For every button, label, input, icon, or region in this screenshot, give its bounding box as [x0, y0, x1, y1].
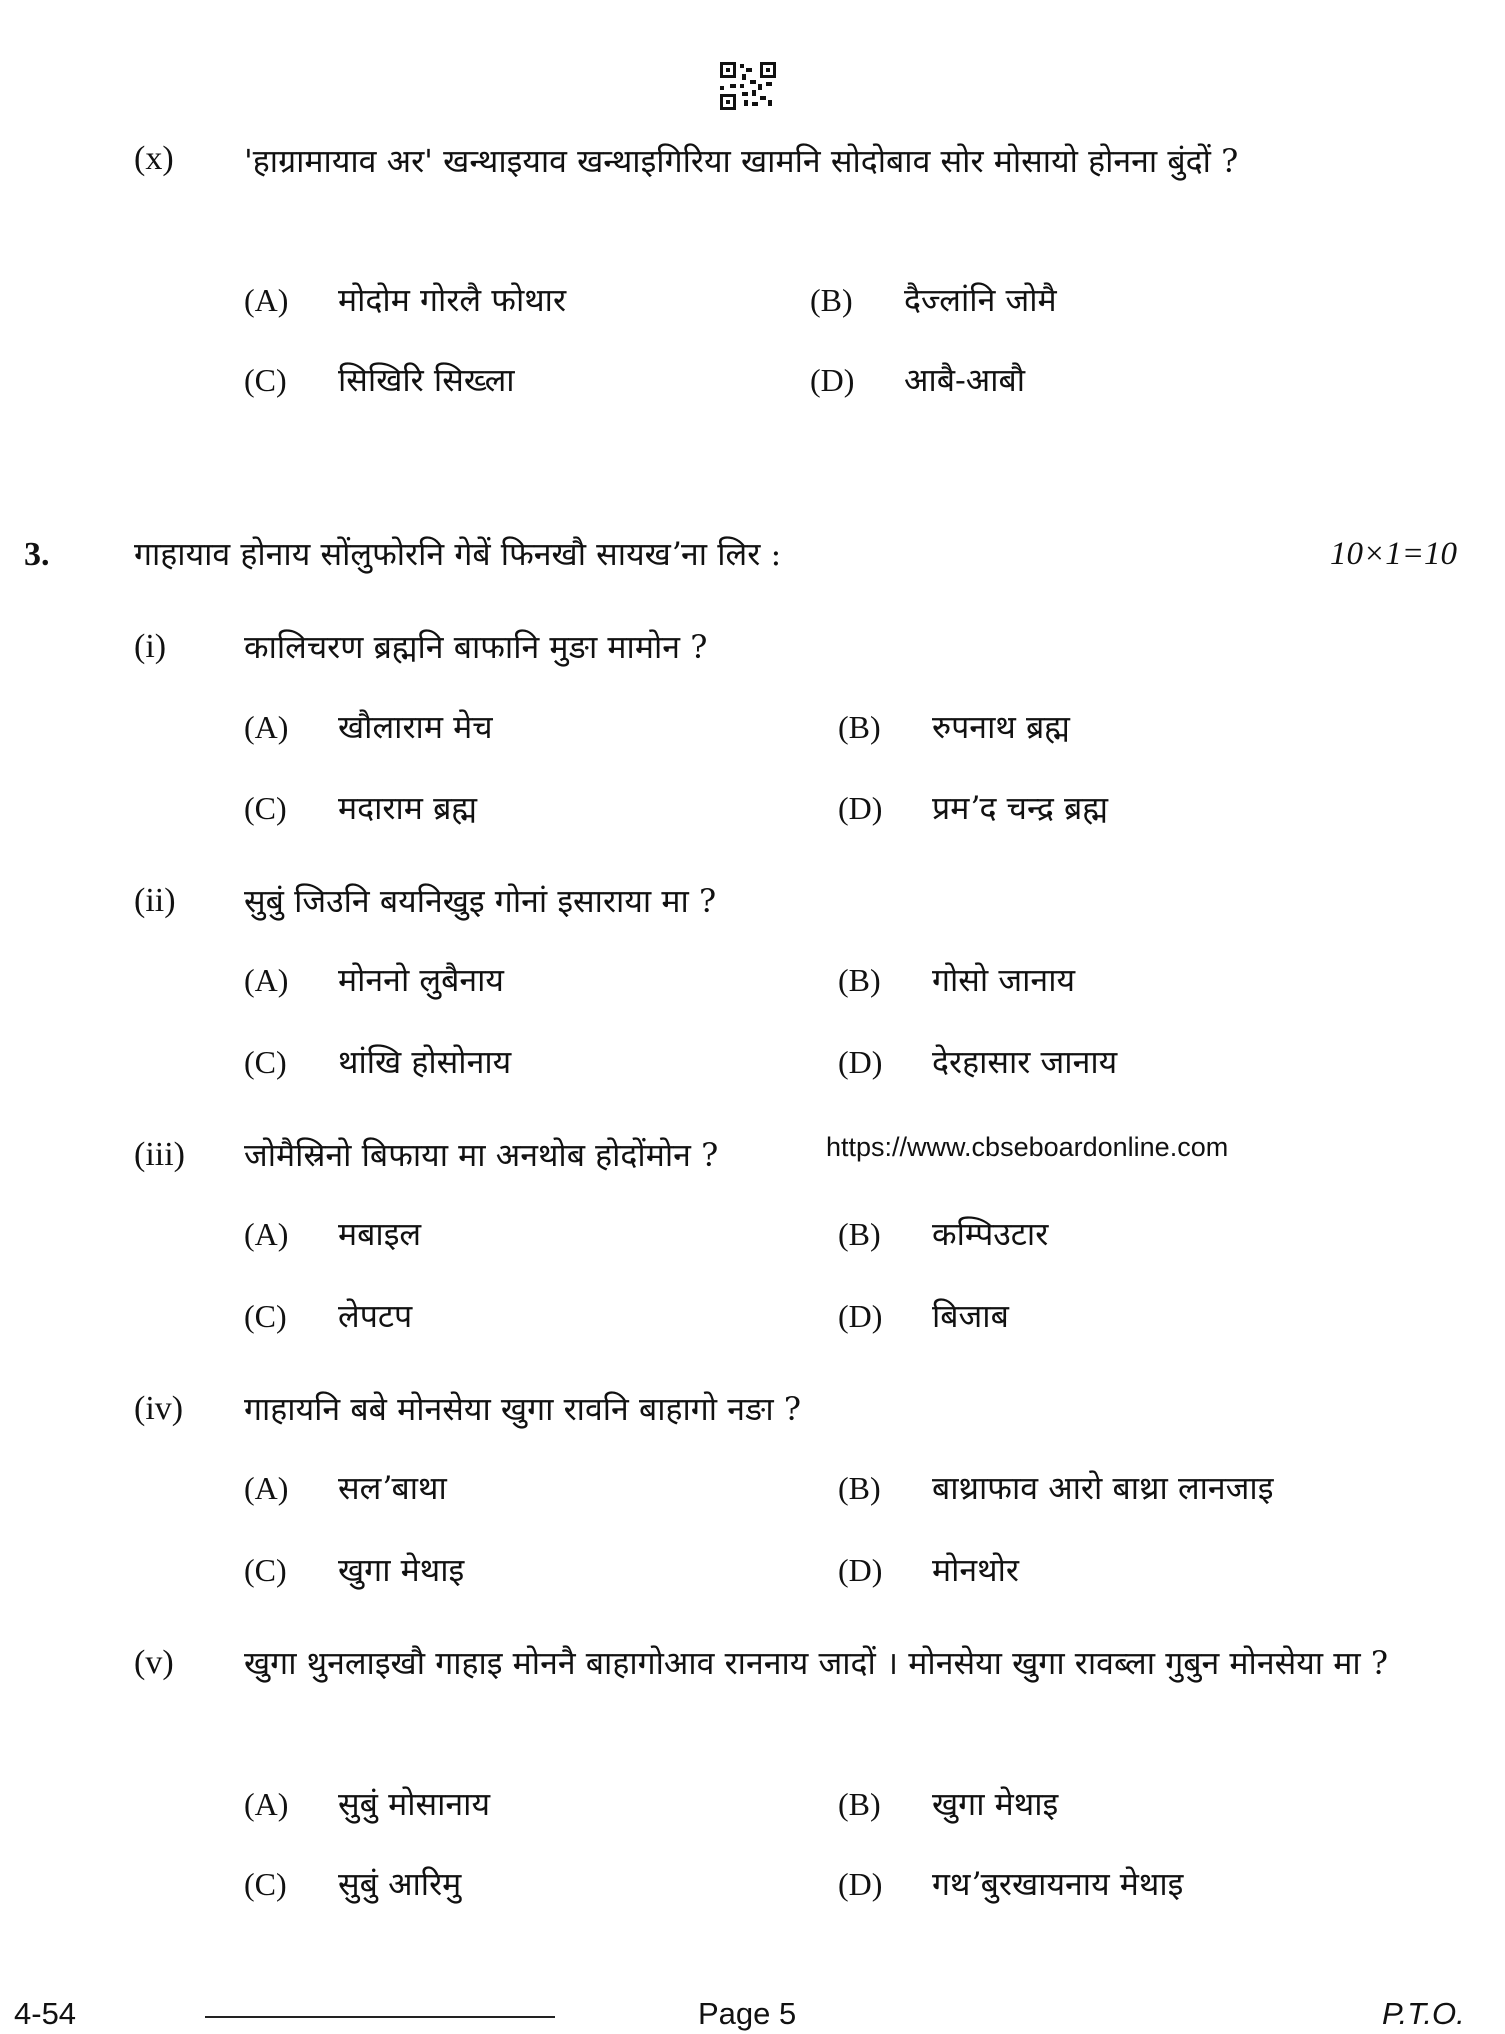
option-label: (B)	[838, 962, 881, 998]
option-text: प्रमʼद चन्द्र ब्रह्म	[932, 789, 1108, 827]
option-text: खुगा मेथाइ	[338, 1551, 465, 1589]
question-number: (x)	[134, 140, 174, 177]
question-text: 'हाग्रामायाव अर' खन्थाइयाव खन्थाइगिरिया खामनि सोदोबाव सोर मोसायो होनना बुंदों ?	[244, 142, 1239, 180]
option-text: मोननो लुबैनाय	[338, 961, 504, 999]
option-label: (D)	[838, 1044, 883, 1080]
page-number: Page 5	[698, 1996, 797, 2031]
option-label: (C)	[244, 1044, 287, 1080]
watermark-url: https://www.cbseboardonline.com	[826, 1132, 1229, 1162]
option-a	[244, 1782, 490, 1825]
pto-label: P.T.O.	[1382, 1996, 1465, 2031]
question-text: सुबुं जिउनि बयनिखुइ गोनां इसाराया मा ?	[244, 882, 717, 920]
option-label: (C)	[244, 1298, 287, 1334]
option-text: मोदोम गोरलै फोथार	[338, 281, 567, 319]
question-text: जोमैस्रिनो बिफाया मा अनथोब होदोंमोन ?	[244, 1136, 719, 1174]
option-a	[244, 1466, 447, 1509]
option-text: खुगा मेथाइ	[932, 1785, 1059, 1823]
option-text: कम्पिउटार	[932, 1215, 1049, 1253]
option-label: (C)	[244, 790, 287, 826]
option-text: सलʼबाथा	[338, 1469, 447, 1507]
question-text: खुगा थुनलाइखौ गाहाइ मोननै बाहागोआव राननाय जादों । मोनसेया खुगा रावब्ला गुबुन मोनसेया मा ?	[244, 1644, 1389, 1682]
option-c	[244, 786, 477, 829]
question-number: (v)	[134, 1644, 174, 1681]
option-d	[810, 358, 1025, 401]
option-label: (B)	[810, 282, 853, 318]
option-b	[838, 958, 1075, 1001]
option-text: बिजाब	[932, 1297, 1009, 1335]
option-label: (C)	[244, 1866, 287, 1902]
option-label: (B)	[838, 1786, 881, 1822]
option-label: (D)	[838, 1866, 883, 1902]
question-number: (iii)	[134, 1136, 185, 1173]
qr-code-icon	[718, 60, 778, 112]
question-number: (iv)	[134, 1390, 184, 1427]
option-text: गोसो जानाय	[932, 961, 1076, 999]
section-title: गाहायाव होनाय सोंलुफोरनि गेबें फिनखौ सायखʼना लिर :	[134, 535, 782, 573]
option-text: दैज्लांनि जोमै	[904, 281, 1057, 319]
option-c	[244, 1294, 412, 1337]
question-text: गाहायनि बबे मोनसेया खुगा रावनि बाहागो नङा ?	[244, 1390, 802, 1428]
option-text: सिखिरि सिख्ला	[338, 361, 515, 399]
option-label: (A)	[244, 709, 289, 745]
option-text: रुपनाथ ब्रह्म	[932, 708, 1070, 746]
option-text: आबै-आबौ	[904, 361, 1026, 399]
footer-divider	[205, 2016, 555, 2018]
option-text: मोनथोर	[932, 1551, 1020, 1589]
option-label: (B)	[838, 1216, 881, 1252]
option-b	[838, 705, 1070, 748]
option-b	[838, 1466, 1273, 1509]
question-number: (i)	[134, 628, 167, 665]
paper-code: 4-54	[14, 1996, 77, 2031]
option-label: (D)	[810, 362, 855, 398]
option-text: मदाराम ब्रह्म	[338, 789, 478, 827]
option-a	[244, 958, 504, 1001]
option-label: (A)	[244, 962, 289, 998]
option-c	[244, 1862, 461, 1905]
option-text: सुबुं आरिमु	[338, 1865, 462, 1903]
option-c	[244, 1548, 464, 1591]
option-text: थांखि होसोनाय	[338, 1043, 512, 1081]
option-d	[838, 1862, 1183, 1905]
option-d	[838, 1294, 1009, 1337]
option-label: (A)	[244, 1786, 289, 1822]
option-a	[244, 1212, 421, 1255]
option-label: (B)	[838, 709, 881, 745]
option-c	[244, 358, 515, 401]
option-a	[244, 705, 493, 748]
option-b	[838, 1782, 1058, 1825]
question-text: कालिचरण ब्रह्मनि बाफानि मुङा मामोन ?	[244, 628, 708, 666]
option-text: सुबुं मोसानाय	[338, 1785, 491, 1823]
option-text: लेपटप	[338, 1297, 413, 1335]
option-label: (A)	[244, 1216, 289, 1252]
option-text: मबाइल	[338, 1215, 422, 1253]
section-number: 3.	[24, 536, 50, 573]
option-label: (D)	[838, 790, 883, 826]
option-label: (A)	[244, 282, 289, 318]
option-b	[838, 1212, 1048, 1255]
option-d	[838, 1548, 1019, 1591]
option-label: (C)	[244, 1552, 287, 1588]
option-text: खौलाराम मेच	[338, 708, 493, 746]
option-c	[244, 1040, 511, 1083]
option-label: (B)	[838, 1470, 881, 1506]
option-b	[810, 278, 1057, 321]
section-marks: 10×1=10	[1330, 536, 1458, 572]
option-label: (A)	[244, 1470, 289, 1506]
option-text: गथʼबुरखायनाय मेथाइ	[932, 1865, 1184, 1903]
option-d	[838, 1040, 1117, 1083]
option-text: देरहासार जानाय	[932, 1043, 1118, 1081]
option-d	[838, 786, 1108, 829]
option-label: (D)	[838, 1298, 883, 1334]
question-number: (ii)	[134, 882, 176, 919]
option-text: बाथ्राफाव आरो बाथ्रा लानजाइ	[932, 1469, 1274, 1507]
option-a	[244, 278, 566, 321]
option-label: (C)	[244, 362, 287, 398]
option-label: (D)	[838, 1552, 883, 1588]
